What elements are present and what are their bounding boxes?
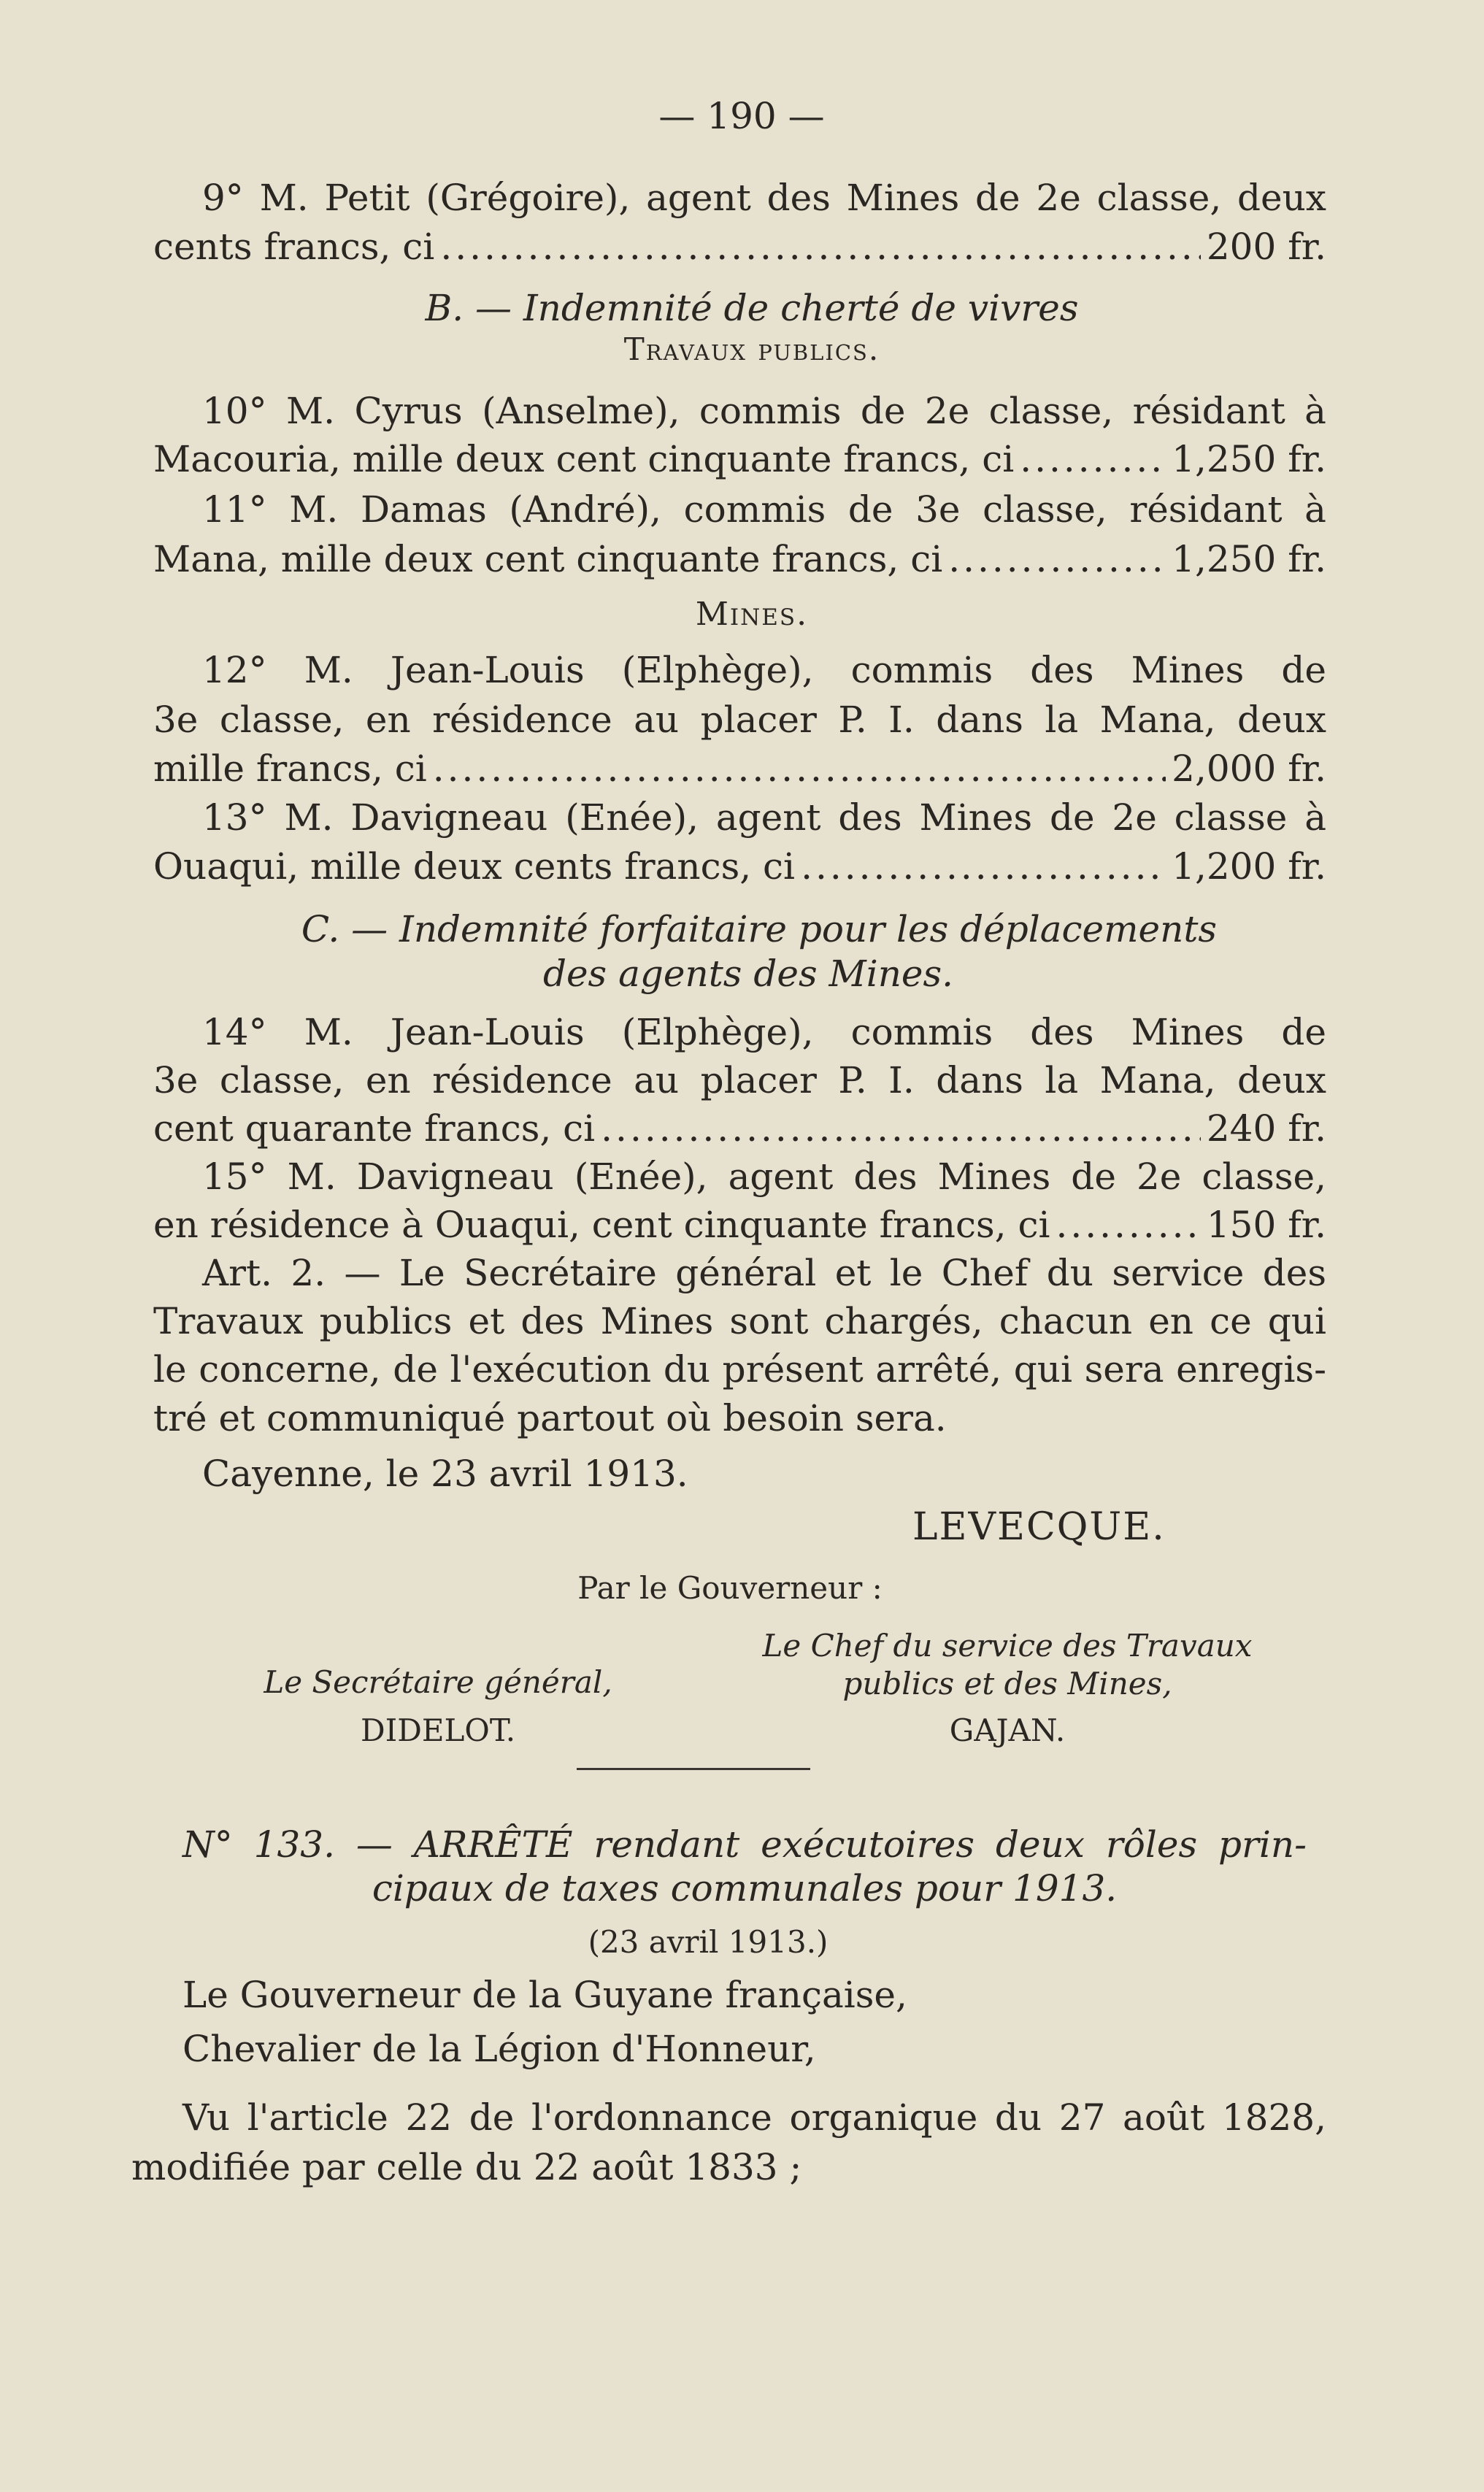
section-c-heading-2: des agents des Mines. [542,953,954,995]
section-b-heading: B. — Indemnité de cherté de vivres [425,287,1079,329]
leader-dots [801,848,1166,885]
date-place: Cayenne, le 23 avril 1913. [202,1453,688,1495]
item-11-line-2 [153,538,1326,580]
item-11-amount: 1,250 fr. [1172,538,1326,580]
item-12-line-2: 3e classe, en résidence au placer P. I. dans la Mana, deux [153,699,1326,741]
section-b-subheading: Travaux publics. [623,331,880,367]
leader-dots [1056,1207,1200,1243]
leader-dots [433,750,1166,787]
leader-dots [948,541,1166,577]
section-c-heading-1: C. — Indemnité forfaitaire pour les déplacements [301,908,1218,950]
item-10-line-1: 10° M. Cyrus (Anselme), commis de 2e classe, résidant à [202,390,1326,432]
item-10-amount: 1,250 fr. [1172,438,1326,480]
left-signature-title: Le Secrétaire général, [264,1664,612,1700]
item-12-line-1: 12° M. Jean-Louis (Elphège), commis des Mines de [202,649,1326,691]
item-13-line-2 [153,845,1326,888]
signatory-name: LEVECQUE. [912,1505,1166,1549]
item-10-line-2 [153,438,1326,480]
separator-rule [577,1768,810,1770]
right-signature-title-2: publics et des Mines, [842,1666,1172,1701]
arrete-133-title-1: N° 133. — ARRÊTÉ rendant exécutoires deux rôles prin- [182,1823,1307,1866]
item-15-text: en résidence à Ouaqui, cent cinquante francs, ci [153,1204,1050,1246]
mines-heading: Mines. [695,596,809,633]
item-9-line-2 [153,226,1326,268]
item-12-text: mille francs, ci [153,747,427,790]
item-13-line-1: 13° M. Davigneau (Enée), agent des Mines de 2e classe à [202,796,1326,839]
par-le-gouverneur: Par le Gouverneur : [577,1570,883,1606]
article-2-line-3: le concerne, de l'exécution du présent arrêté, qui sera enregis- [153,1348,1326,1391]
left-signature-name: DIDELOT. [360,1712,516,1748]
arrete-133-date: (23 avril 1913.) [588,1924,828,1960]
item-14-text: cent quarante francs, ci [153,1107,596,1150]
item-12-line-3 [153,747,1326,790]
item-15-line-1: 15° M. Davigneau (Enée), agent des Mines de 2e classe, [202,1155,1326,1198]
page-number: — 190 — [658,95,825,137]
item-14-amount: 240 fr. [1206,1107,1326,1150]
item-15-amount: 150 fr. [1206,1204,1326,1246]
item-9-amount: 200 fr. [1206,226,1326,268]
arrete-133-title-2: cipaux de taxes communales pour 1913. [372,1867,1118,1910]
article-2-line-1: Art. 2. — Le Secrétaire général et le Chef du service des [202,1252,1326,1294]
vu-line-1: Vu l'article 22 de l'ordonnance organique du 27 août 1828, [182,2096,1326,2139]
item-12-amount: 2,000 fr. [1172,747,1326,790]
gouverneur-line-1: Le Gouverneur de la Guyane française, [182,1974,907,2016]
item-13-amount: 1,200 fr. [1172,845,1326,888]
item-9-line-1: 9° M. Petit (Grégoire), agent des Mines de 2e classe, deux [202,177,1326,219]
right-signature-title-1: Le Chef du service des Travaux [762,1628,1253,1664]
right-signature-name: GAJAN. [949,1712,1066,1748]
item-11-text: Mana, mille deux cent cinquante francs, ci [153,538,943,580]
item-14-line-1: 14° M. Jean-Louis (Elphège), commis des Mines de [202,1011,1326,1053]
item-15-line-2 [153,1204,1326,1246]
vu-line-2: modifiée par celle du 22 août 1833 ; [131,2146,802,2188]
leader-dots [440,228,1201,265]
article-2-line-2: Travaux publics et des Mines sont chargés, chacun en ce qui [153,1300,1326,1342]
article-2-line-4: tré et communiqué partout où besoin sera. [153,1397,947,1439]
leader-dots [1020,441,1166,477]
item-13-text: Ouaqui, mille deux cents francs, ci [153,845,796,888]
leader-dots [601,1110,1201,1147]
item-10-text: Macouria, mille deux cent cinquante francs, ci [153,438,1015,480]
item-14-line-3 [153,1107,1326,1150]
item-9-text: cents francs, ci [153,226,435,268]
item-14-line-2: 3e classe, en résidence au placer P. I. dans la Mana, deux [153,1059,1326,1101]
item-11-line-1: 11° M. Damas (André), commis de 3e classe, résidant à [202,488,1326,531]
gouverneur-line-2: Chevalier de la Légion d'Honneur, [182,2028,816,2070]
